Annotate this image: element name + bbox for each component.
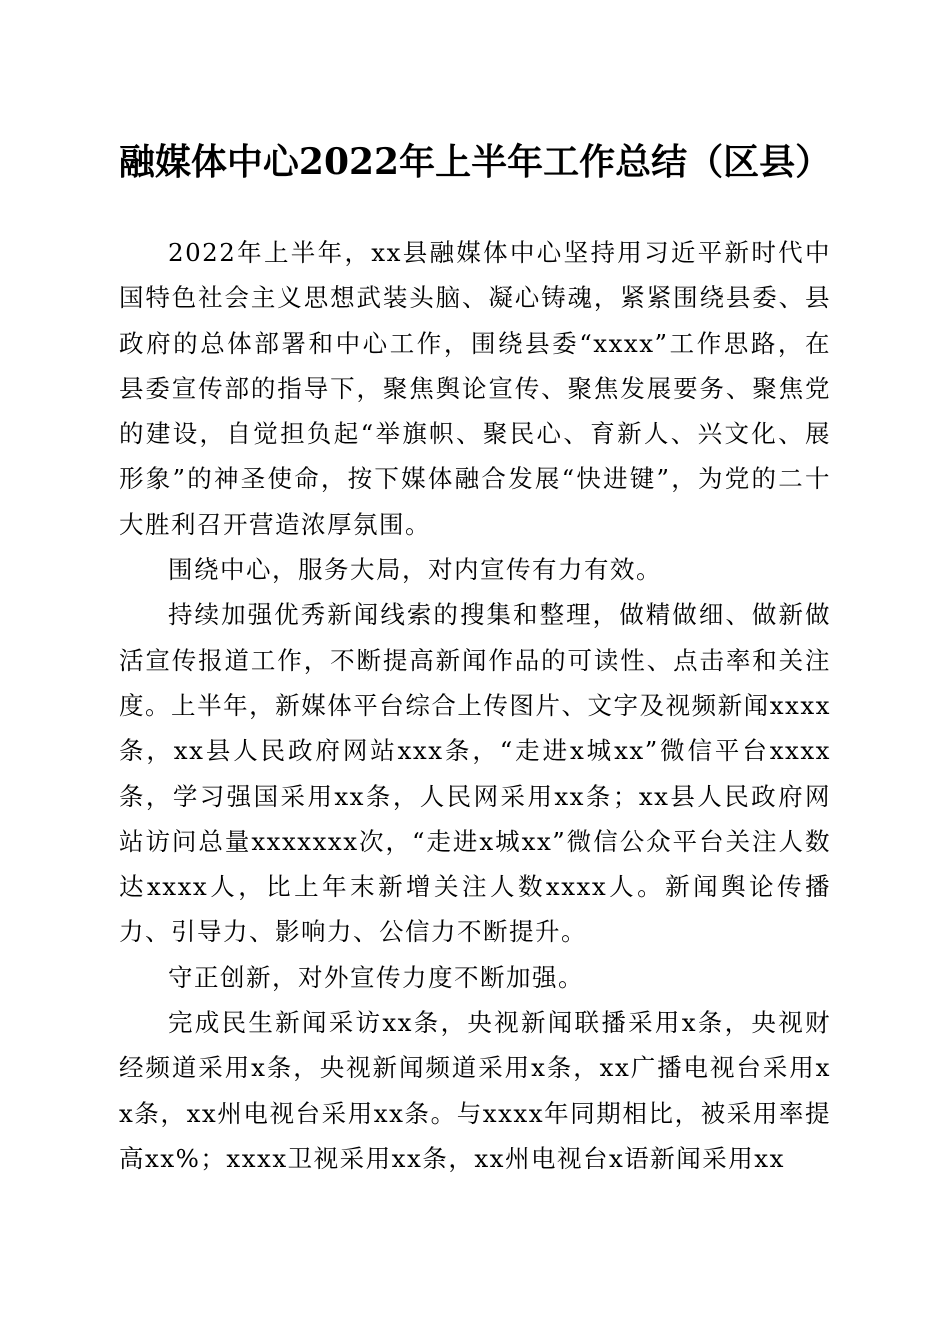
paragraph-heading-external-publicity: 守正创新，对外宣传力度不断加强。 [168,962,584,992]
paragraph-intro: 2022年上半年，xx县融媒体中心坚持用习近平新时代中国特色社会主义思想武装头脑、凝心铸魂，紧紧围绕县委、县政府的总体部署和中心工作，围绕县委“xxxx”工作思路，在县委宣传部的指导下，聚焦舆论宣传、聚焦发展要务、聚焦党的建设，自觉担负起“举旗帜、聚民心、育新人、兴文化、展形象”的神圣使命，按下媒体融合发展“快进键”，为党的二十大胜利召开营造浓厚氛围。 [119,238,831,539]
document-body [119,230,831,1181]
document-title: 融媒体中心2022年上半年工作总结（区县） [118,141,832,183]
paragraph-heading-internal-publicity: 围绕中心，服务大局，对内宣传有力有效。 [168,555,662,585]
paragraph-news-collection: 持续加强优秀新闻线索的搜集和整理，做精做细、做新做活宣传报道工作，不断提高新闻作品的可读性、点击率和关注度。上半年，新媒体平台综合上传图片、文字及视频新闻xxxx条，xx县人民政府网站xxx条，“走进x城xx”微信平台xxxx条，学习强国采用xx条，人民网采用xx条；xx县人民政府网站访问总量xxxxxxx次，“走进x城xx”微信公众平台关注人数达xxxx人，比上年末新增关注人数xxxx人。新闻舆论传播力、引导力、影响力、公信力不断提升。 [119,600,831,947]
paragraph-news-adoption: 完成民生新闻采访xx条，央视新闻联播采用x条，央视财经频道采用x条，央视新闻频道采用x条，xx广播电视台采用xx条，xx州电视台采用xx条。与xxxx年同期相比，被采用率提高xx%；xxxx卫视采用xx条，xx州电视台x语新闻采用xx [119,1008,831,1173]
